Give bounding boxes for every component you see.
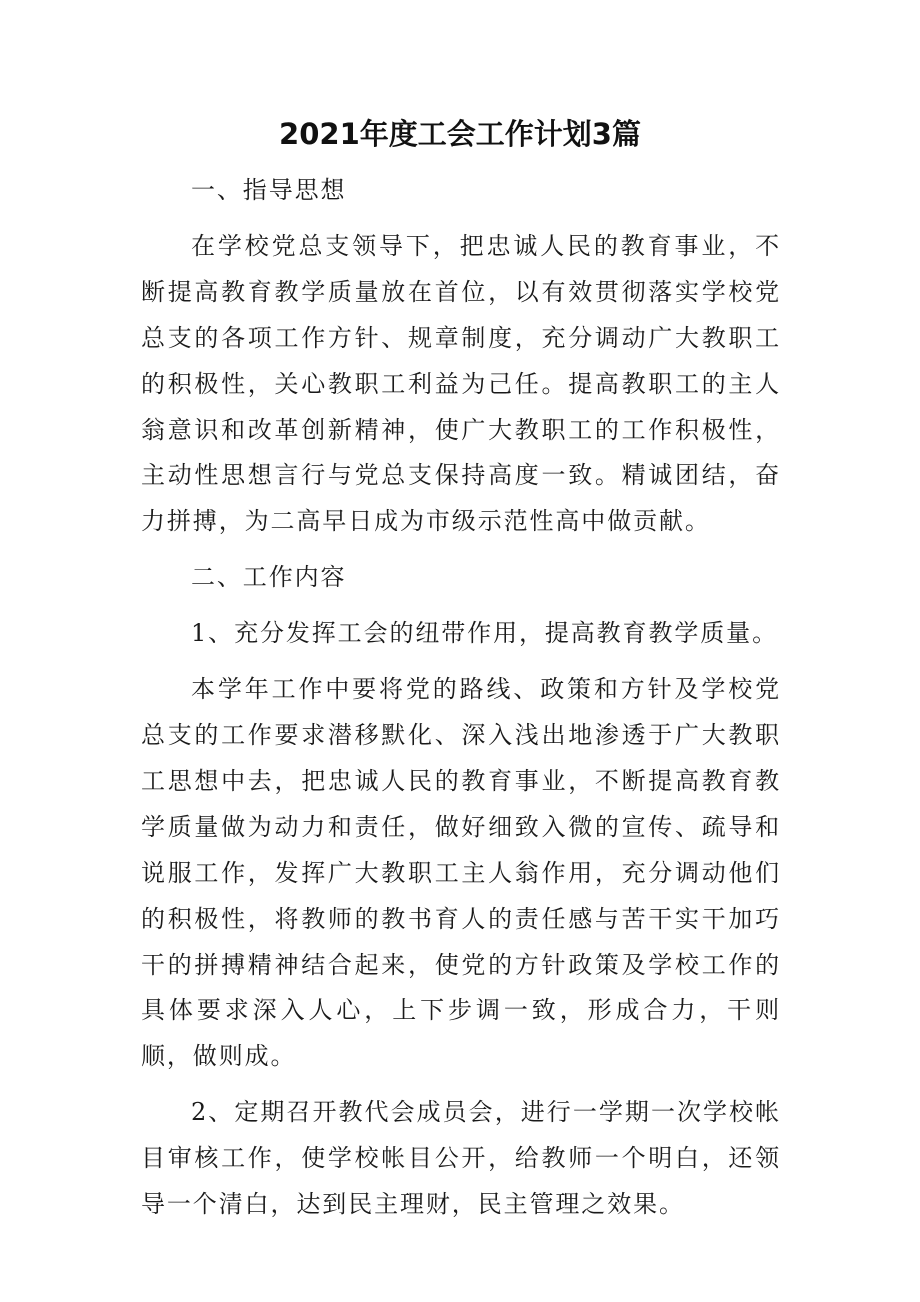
section-heading-work-content: 二、工作内容	[191, 563, 347, 592]
paragraph-item-2: 2、定期召开教代会成员会，进行一学期一次学校帐目审核工作，使学校帐目公开，给教师一个明白，还领导一个清白，达到民主理财，民主管理之效果。	[141, 1098, 781, 1219]
section-heading-guiding-ideology: 一、指导思想	[191, 176, 347, 204]
document-body	[141, 168, 781, 1228]
paragraph-guiding-ideology: 在学校党总支领导下，把忠诚人民的教育事业，不断提高教育教学质量放在首位，以有效贯彻落实学校党总支的各项工作方针、规章制度，充分调动广大教职工的积极性，关心教职工利益为己任。提高教职工的主人翁意识和改革创新精神，使广大教职工的工作积极性，主动性思想言行与党总支保持高度一致。精诚团结，奋力拼搏，为二高早日成为市级示范性高中做贡献。	[141, 231, 781, 536]
document-title: 2021年度工会工作计划3篇	[279, 117, 641, 151]
item-heading-1: 1、充分发挥工会的纽带作用，提高教育教学质量。	[191, 619, 778, 648]
paragraph-item-1: 本学年工作中要将党的路线、政策和方针及学校党总支的工作要求潜移默化、深入浅出地渗透于广大教职工思想中去，把忠诚人民的教育事业，不断提高教育教学质量做为动力和责任，做好细致入微的宣传、疏导和说服工作，发挥广大教职工主人翁作用，充分调动他们的积极性，将教师的教书育人的责任感与苦干实干加巧干的拼搏精神结合起来，使党的方针政策及学校工作的具体要求深入人心，上下步调一致，形成合力，干则顺，做则成。	[141, 675, 781, 1071]
